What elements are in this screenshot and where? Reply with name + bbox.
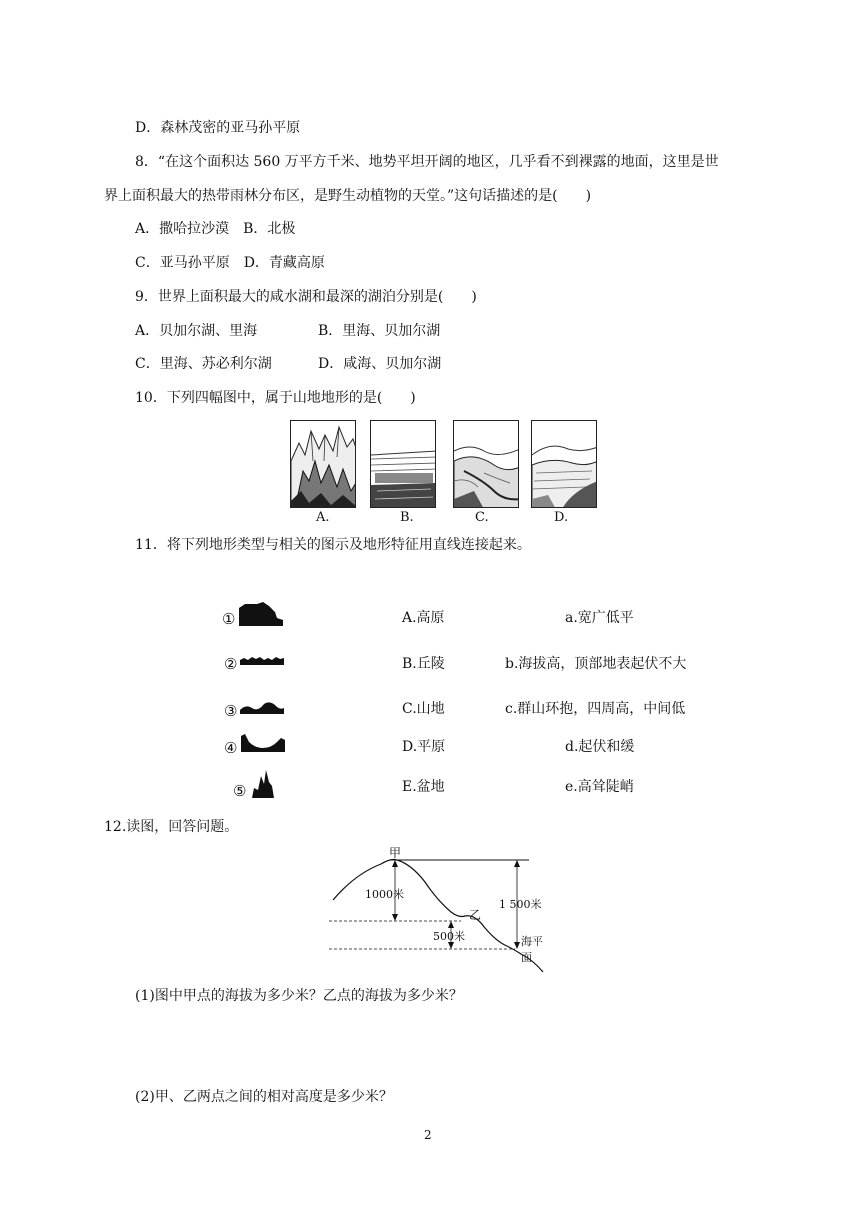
- q10-picture-d-hills: [531, 420, 597, 508]
- plain-profile-icon: [240, 655, 284, 665]
- q8-stem-line2: 界上面积最大的热带雨林分布区，是野生动植物的天堂。”这句话描述的是( ): [104, 188, 592, 204]
- q11-type-e: E.盆地: [402, 779, 445, 795]
- q8-options-cd: C．亚马孙平原 D．青藏高原: [135, 255, 325, 271]
- q11-number-4: ④: [224, 739, 238, 757]
- q10-stem: 10．下列四幅图中，属于山地地形的是( ): [135, 390, 416, 406]
- point-jia-label: 甲: [389, 846, 402, 860]
- sea-level-label: 海平面: [521, 935, 543, 964]
- q11-number-1: ①: [222, 610, 236, 628]
- mountain-profile-icon: [252, 770, 274, 798]
- q11-stem: 11．将下列地形类型与相关的图示及地形特征用直线连接起来。: [135, 537, 531, 553]
- plateau-profile-icon: [239, 602, 283, 626]
- q12-elevation-figure: [325, 842, 545, 980]
- q9-option-d: D．咸海、贝加尔湖: [318, 356, 442, 372]
- q11-number-2: ②: [224, 655, 238, 673]
- q10-picture-a-mountain: [290, 420, 356, 508]
- q10-label-b: B.: [400, 510, 414, 525]
- q11-type-c: C.山地: [402, 701, 445, 717]
- q11-feature-e: e.高耸陡峭: [565, 779, 634, 795]
- q11-type-d: D.平原: [402, 739, 446, 755]
- q10-label-a: A.: [316, 510, 330, 525]
- height-500-label: 500米: [433, 930, 465, 943]
- q11-type-b: B.丘陵: [402, 656, 445, 672]
- q11-number-5: ⑤: [233, 782, 247, 800]
- q12-part-2: (2)甲、乙两点之间的相对高度是多少米？: [135, 1089, 393, 1105]
- q7-option-d: D．森林茂密的亚马孙平原: [135, 120, 301, 136]
- q9-option-b: B．里海、贝加尔湖: [318, 323, 441, 339]
- q11-type-a: A.高原: [402, 610, 445, 626]
- q9-stem: 9．世界上面积最大的咸水湖和最深的湖泊分别是( ): [135, 289, 477, 305]
- q11-feature-d: d.起伏和缓: [565, 739, 635, 755]
- basin-profile-icon: [241, 734, 285, 752]
- q11-feature-c: c.群山环抱，四周高，中间低: [505, 701, 686, 717]
- q10-label-d: D.: [554, 510, 569, 525]
- q12-part-1: (1)图中甲点的海拔为多少米？乙点的海拔为多少米？: [135, 988, 463, 1004]
- q10-picture-c-hills: [453, 420, 519, 508]
- hills-profile-icon: [240, 700, 284, 714]
- height-1500-label: 1 500米: [499, 898, 542, 911]
- q10-picture-b-plain: [370, 420, 436, 508]
- q10-label-c: C.: [475, 510, 489, 525]
- q11-feature-b: b.海拔高，顶部地表起伏不大: [505, 656, 687, 672]
- q11-number-3: ③: [224, 702, 238, 720]
- height-1000-label: 1000米: [365, 888, 404, 901]
- point-yi-label: 乙: [469, 908, 482, 922]
- q12-stem: 12.读图，回答问题。: [104, 819, 239, 835]
- q9-option-c: C．里海、苏必利尔湖: [135, 356, 272, 372]
- q8-options-ab: A．撒哈拉沙漠 B．北极: [135, 221, 296, 237]
- page-number: 2: [424, 1128, 432, 1142]
- q11-feature-a: a.宽广低平: [565, 610, 634, 626]
- q9-option-a: A．贝加尔湖、里海: [135, 323, 258, 339]
- q8-stem-line1: 8．“在这个面积达 560 万平方千米、地势平坦开阔的地区，几乎看不到裸露的地面，这里是世: [135, 154, 719, 170]
